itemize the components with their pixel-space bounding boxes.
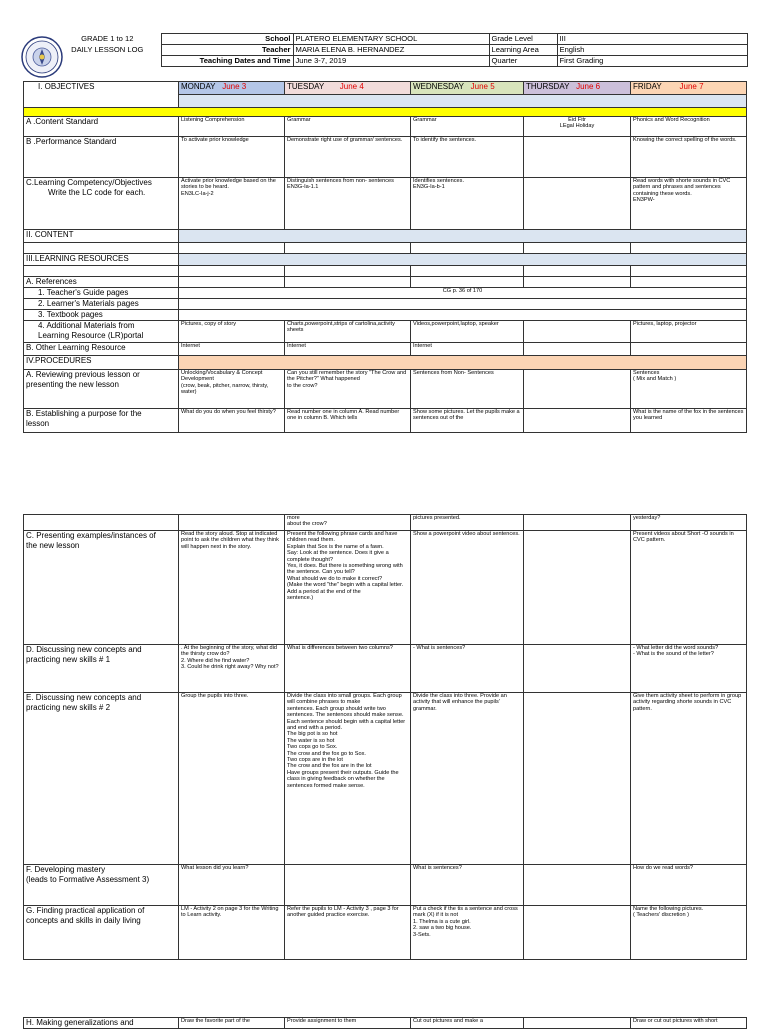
discussing2-tuesday: Divide the class into small groups. Each group will combine phrases to make sentences. Each group should write two sentences. The sentences should make sense. Each sentence should begin with a capital letter and end with a period. The big pot is so hot The water is so hot Two cops go to Sox. The crow and the fox go to Sox. Two cops are in the lot The crow and the fox are in the lot Have groups present their outputs. Guide the class in giving feedback on whether the sentences formed make sense.: [285, 693, 411, 865]
day-friday: FRIDAY June 7: [631, 82, 747, 95]
discussing2-wednesday: Divide the class into three. Provide an activity that will enhance the pupils' grammar.: [411, 693, 524, 865]
application-thursday: [524, 906, 631, 960]
reviewing-wednesday: Sentences from Non- Sentences: [411, 370, 524, 409]
discussing1-thursday: [524, 645, 631, 693]
other-resource-thursday: [524, 343, 631, 356]
presenting-friday: Present videos about Short -O sounds in CVC pattern.: [631, 531, 747, 645]
application-friday: Name the following pictures. ( Teachers' discretion ): [631, 906, 747, 960]
mastery-friday: How do we read words?: [631, 865, 747, 906]
dates-value: June 3-7, 2019: [293, 56, 489, 67]
application-tuesday: Refer the pupils to LM - Activity 3 , page 3 for another guided practice exercise.: [285, 906, 411, 960]
establishing-cont-monday: [179, 515, 285, 531]
day-thursday: THURSDAY June 6: [524, 82, 631, 95]
school-label: School: [161, 34, 293, 45]
application-wednesday: Put a check if the tis a sentence and cross mark (X) if it is not 1. Thelma is a cute girl. 2. saw a two big house. 3-Sets.: [411, 906, 524, 960]
competency-label: C.Learning Competency/Objectives Write the LC code for each.: [24, 178, 179, 230]
content-standard-thursday: Eid Fitr LEgal Holiday: [524, 117, 631, 137]
establishing-thursday: [524, 409, 631, 433]
learning-area-value: English: [557, 45, 747, 56]
generalizations-friday: Draw or cut out pictures with short: [631, 1018, 747, 1029]
additional-friday: Pictures, laptop, projector: [631, 321, 747, 343]
reviewing-monday: Unlocking/Vocabulary & Concept Development (crow, beak, pitcher, narrow, thirsty, water): [179, 370, 285, 409]
quarter-value: First Grading: [557, 56, 747, 67]
discussing2-thursday: [524, 693, 631, 865]
presenting-tuesday: Present the following phrase cards and have children read them. Explain that Sox is the name of a fawn. Say: Look at the sentence. Does it give a complete thought? Yes, it does. But there is something wrong with the sentence. Can you tell? What should we do to make it correct? (Make the word "the" begin with a capital letter. Add a period at the end of the sentence.): [285, 531, 411, 645]
references-label: A. References: [24, 277, 179, 288]
objectives-heading: I. OBJECTIVES: [24, 82, 179, 108]
additional-monday: Pictures, copy of story: [179, 321, 285, 343]
mastery-label: F. Developing mastery (leads to Formative Assessment 3): [24, 865, 179, 906]
additional-thursday: [524, 321, 631, 343]
discussing1-wednesday: - What is sentences?: [411, 645, 524, 693]
establishing-wednesday: Show some pictures. Let the pupils make a sentences out of the: [411, 409, 524, 433]
application-label: G. Finding practical application of concepts and skills in daily living: [24, 906, 179, 960]
page-2: [0, 514, 768, 960]
discussing1-monday: . At the beginning of the story, what did the thirsty crow do? 2. Where did he find water? 3. Could he drink right away? Why not?: [179, 645, 285, 693]
resources-heading: III.LEARNING RESOURCES: [24, 254, 179, 266]
other-resource-friday: [631, 343, 747, 356]
content-standard-wednesday: Grammar: [411, 117, 524, 137]
header-grade-text: GRADE 1 to 12: [20, 34, 161, 45]
competency-wednesday: Identifies sentences. EN3G-Ia-b-1: [411, 178, 524, 230]
performance-standard-monday: To activate prior knowledge: [179, 137, 285, 178]
day-monday: MONDAY June 3: [179, 82, 285, 95]
generalizations-wednesday: Cut out pictures and make a: [411, 1018, 524, 1029]
content-standard-tuesday: Grammar: [285, 117, 411, 137]
mastery-thursday: [524, 865, 631, 906]
additional-materials-label: 4. Additional Materials from Learning Resource (LR)portal: [24, 321, 179, 343]
other-resource-monday: Internet: [179, 343, 285, 356]
reviewing-tuesday: Can you still remember the story "The Crow and the Pitcher?" What happened to the crow?: [285, 370, 411, 409]
competency-tuesday: Distinguish sentences from non- sentences EN3G-Ia-1.1: [285, 178, 411, 230]
other-resource-label: B. Other Learning Resource: [24, 343, 179, 356]
reviewing-friday: Sentences ( Mix and Match ): [631, 370, 747, 409]
teachers-guide-label: 1. Teacher's Guide pages: [24, 288, 179, 299]
procedures-heading: IV.PROCEDURES: [24, 356, 179, 370]
page-3: [0, 1017, 768, 1029]
generalizations-tuesday: Provide assignment to them: [285, 1018, 411, 1029]
teacher-label: Teacher: [161, 45, 293, 56]
lesson-log-table-3: [23, 1017, 747, 1029]
presenting-wednesday: Show a powerpoint video about sentences.: [411, 531, 524, 645]
discussing1-friday: - What letter did the word sounds? - What is the sound of the letter?: [631, 645, 747, 693]
textbook-label: 3. Textbook pages: [24, 310, 179, 321]
performance-standard-label: B .Performance Standard: [24, 137, 179, 178]
competency-friday: Read words with shorte sounds in CVC pattern and phrases and sentences containing these words. EN3PW-: [631, 178, 747, 230]
establishing-cont-wednesday: pictures presented.: [411, 515, 524, 531]
establishing-cont-thursday: [524, 515, 631, 531]
content-heading: II. CONTENT: [24, 230, 179, 243]
mastery-wednesday: What is sentences?: [411, 865, 524, 906]
presenting-label: C. Presenting examples/instances of the new lesson: [24, 531, 179, 645]
application-monday: LM - Activity 2 on page 3 for the Writing to Learn activity.: [179, 906, 285, 960]
day-wednesday: WEDNESDAY June 5: [411, 82, 524, 95]
header-table: [20, 33, 748, 67]
learners-materials-label: 2. Learner's Materials pages: [24, 299, 179, 310]
establishing-monday: What do you do when you feel thirsty?: [179, 409, 285, 433]
competency-monday: Activate prior knowledge based on the stories to be heard. EN3LC-Ia-j-2: [179, 178, 285, 230]
reviewing-label: A. Reviewing previous lesson or presenting the new lesson: [24, 370, 179, 409]
establishing-friday: What is the name of the fox in the sentences you learned: [631, 409, 747, 433]
mastery-monday: What lesson did you learn?: [179, 865, 285, 906]
performance-standard-wednesday: To identify the sentences.: [411, 137, 524, 178]
grade-level-value: III: [557, 34, 747, 45]
school-value: PLATERO ELEMENTARY SCHOOL: [293, 34, 489, 45]
establishing-cont-tuesday: more about the crow?: [285, 515, 411, 531]
other-resource-wednesday: Internet: [411, 343, 524, 356]
content-standard-label: A .Content Standard: [24, 117, 179, 137]
performance-standard-friday: Knowing the correct spelling of the words.: [631, 137, 747, 178]
discussing2-label: E. Discussing new concepts and practicing new skills # 2: [24, 693, 179, 865]
competency-thursday: [524, 178, 631, 230]
day-tuesday: TUESDAY June 4: [285, 82, 411, 95]
performance-standard-thursday: [524, 137, 631, 178]
generalizations-label: H. Making generalizations and: [24, 1018, 179, 1029]
discussing1-label: D. Discussing new concepts and practicing new skills # 1: [24, 645, 179, 693]
discussing2-monday: Group the pupils into three.: [179, 693, 285, 865]
establishing-label: B. Establishing a purpose for the lesson: [24, 409, 179, 433]
teacher-value: MARIA ELENA B. HERNANDEZ: [293, 45, 489, 56]
discussing1-tuesday: What is differences between two columns?: [285, 645, 411, 693]
presenting-monday: Read the story aloud. Stop at indicated point to ask the children what they think will happen next in the story.: [179, 531, 285, 645]
quarter-label: Quarter: [489, 56, 557, 67]
lesson-log-table-1: [23, 81, 747, 433]
establishing-tuesday: Read number one in column A. Read number one in column B. Which tells: [285, 409, 411, 433]
dates-label: Teaching Dates and Time: [161, 56, 293, 67]
header-dll-text: DAILY LESSON LOG: [20, 45, 161, 56]
other-resource-tuesday: Internet: [285, 343, 411, 356]
establishing-cont-friday: yesterday?: [631, 515, 747, 531]
additional-wednesday: Videos,powerpoint,laptop, speaker: [411, 321, 524, 343]
grade-level-label: Grade Level: [489, 34, 557, 45]
page-1: [0, 33, 768, 433]
teachers-guide-value: CG p. 36 of 170: [179, 288, 747, 299]
mastery-tuesday: [285, 865, 411, 906]
learning-area-label: Learning Area: [489, 45, 557, 56]
content-standard-friday: Phonics and Word Recognition: [631, 117, 747, 137]
performance-standard-tuesday: Demonstrate right use of grammar/ sentences.: [285, 137, 411, 178]
lesson-log-table-2: [23, 514, 747, 960]
content-standard-monday: Listening Comprehension: [179, 117, 285, 137]
generalizations-thursday: [524, 1018, 631, 1029]
discussing2-friday: Give them activity sheet to perform in group activity regarding shorte sounds in CVC pattern.: [631, 693, 747, 865]
generalizations-monday: Draw the favorite part of the: [179, 1018, 285, 1029]
additional-tuesday: Charts,powerpoint,strips of cartolina,activity sheets: [285, 321, 411, 343]
reviewing-thursday: [524, 370, 631, 409]
presenting-thursday: [524, 531, 631, 645]
